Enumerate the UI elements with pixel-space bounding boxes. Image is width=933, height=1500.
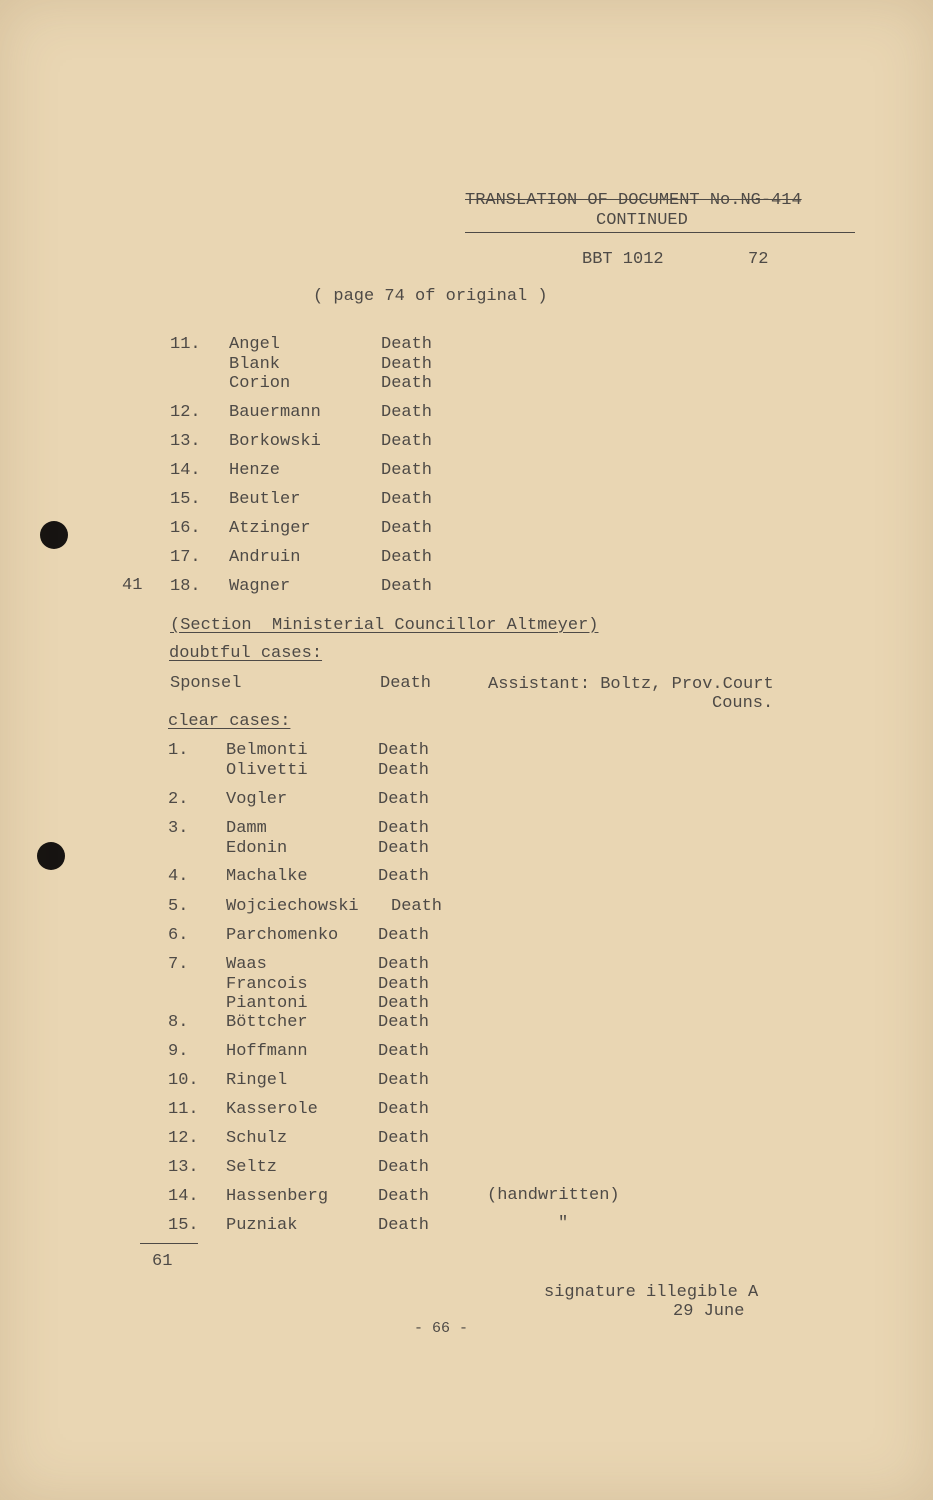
case-number: 11.: [170, 335, 201, 354]
sentence-result: Death: [378, 790, 430, 809]
sentence-result: Death: [378, 1216, 430, 1235]
sentence-result: Death: [381, 461, 433, 480]
sentence-result: Death: [378, 1100, 430, 1119]
page-marker: - 66 -: [414, 1320, 469, 1337]
signature-date: 29 June: [673, 1302, 745, 1321]
doubtful-case-result: Death: [380, 674, 432, 693]
defendant-name: Hoffmann: [226, 1042, 308, 1061]
handwritten-note: (handwritten): [487, 1186, 620, 1205]
defendant-name: Vogler: [226, 790, 288, 809]
sentence-result: Death: [378, 741, 430, 760]
punch-hole-top: [40, 521, 68, 549]
defendant-name: Bauermann: [229, 403, 321, 422]
case-number: 12.: [170, 403, 201, 422]
sentence-result: Death: [378, 1013, 430, 1032]
defendant-name: Andruin: [229, 548, 301, 567]
sentence-result: Death: [381, 548, 433, 567]
case-number: 2.: [168, 790, 189, 809]
case-number: 14.: [168, 1187, 199, 1206]
defendant-name: Damm: [226, 819, 267, 838]
section-heading: (Section Ministerial Councillor Altmeyer): [170, 616, 599, 635]
defendant-name: Henze: [229, 461, 281, 480]
original-page-note: ( page 74 of original ): [313, 287, 548, 306]
signature-note: signature illegible A: [544, 1283, 759, 1302]
defendant-name: Borkowski: [229, 432, 321, 451]
defendant-name: Kasserole: [226, 1100, 318, 1119]
defendant-name: Machalke: [226, 867, 308, 886]
sentence-result: Death: [378, 838, 430, 858]
total-count: 61: [152, 1252, 173, 1271]
ditto-mark: ": [558, 1214, 569, 1233]
sentence-result: Death: [381, 403, 433, 422]
case-number: 11.: [168, 1100, 199, 1119]
clear-cases-label: clear cases:: [168, 712, 291, 731]
sentence-result: Death: [378, 1042, 430, 1061]
case-number: 10.: [168, 1071, 199, 1090]
page-number: 72: [748, 250, 769, 269]
doubtful-case-name: Sponsel: [170, 674, 242, 693]
sentence-result: Death: [378, 974, 430, 994]
doubtful-cases-label: doubtful cases:: [169, 644, 323, 663]
defendant-name: Edonin: [226, 838, 288, 858]
document-ref: BBT 1012: [582, 250, 664, 269]
defendant-name: Blank: [229, 354, 281, 374]
sentence-result: Death: [378, 1129, 430, 1148]
defendant-name: Seltz: [226, 1158, 278, 1177]
sentence-result: Death: [378, 1158, 430, 1177]
case-number: 17.: [170, 548, 201, 567]
assistant-note-title: Couns.: [712, 694, 774, 713]
defendant-name: Piantoni: [226, 994, 308, 1013]
sentence-result: Death: [378, 819, 430, 838]
sentence-result: Death: [381, 519, 433, 538]
sentence-result: Death: [378, 1071, 430, 1090]
defendant-name: Angel: [229, 335, 281, 354]
sentence-result: Death: [378, 760, 430, 780]
document-title: TRANSLATION OF DOCUMENT No.NG-414: [465, 191, 802, 210]
case-number: 15.: [168, 1216, 199, 1235]
sentence-result: Death: [381, 354, 433, 374]
sentence-result: Death: [381, 490, 433, 509]
case-number: 14.: [170, 461, 201, 480]
defendant-name: Ringel: [226, 1071, 288, 1090]
case-number: 6.: [168, 926, 189, 945]
defendant-name: Wagner: [229, 577, 291, 596]
sentence-result: Death: [378, 1187, 430, 1206]
defendant-name: Atzinger: [229, 519, 311, 538]
document-continued: CONTINUED: [596, 211, 688, 230]
defendant-name: Wojciechowski: [226, 897, 359, 916]
case-number: 3.: [168, 819, 189, 838]
sentence-result: Death: [381, 577, 433, 596]
sentence-result: Death: [378, 867, 430, 886]
case-number: 18.: [170, 577, 201, 596]
defendant-name: Schulz: [226, 1129, 288, 1148]
defendant-name: Corion: [229, 374, 291, 393]
margin-number: 41: [122, 576, 143, 595]
defendant-name: Olivetti: [226, 760, 308, 780]
defendant-name: Waas: [226, 955, 267, 974]
defendant-name: Francois: [226, 974, 308, 994]
case-number: 5.: [168, 897, 189, 916]
sentence-result: Death: [381, 335, 433, 354]
sentence-result: Death: [381, 374, 433, 393]
defendant-name: Puzniak: [226, 1216, 298, 1235]
case-number: 1.: [168, 741, 189, 760]
case-number: 9.: [168, 1042, 189, 1061]
sentence-result: Death: [381, 432, 433, 451]
case-number: 4.: [168, 867, 189, 886]
defendant-name: Beutler: [229, 490, 301, 509]
case-number: 13.: [168, 1158, 199, 1177]
case-number: 15.: [170, 490, 201, 509]
sentence-result: Death: [378, 955, 430, 974]
total-rule: [140, 1243, 198, 1244]
case-number: 12.: [168, 1129, 199, 1148]
case-number: 7.: [168, 955, 189, 974]
defendant-name: Böttcher: [226, 1013, 308, 1032]
punch-hole-bottom: [37, 842, 65, 870]
defendant-name: Parchomenko: [226, 926, 339, 945]
assistant-note: Assistant: Boltz, Prov.Court: [488, 675, 774, 694]
defendant-name: Hassenberg: [226, 1187, 329, 1206]
header-rule: [465, 232, 855, 233]
case-number: 13.: [170, 432, 201, 451]
sentence-result: Death: [378, 994, 430, 1013]
sentence-result: Death: [391, 897, 443, 916]
case-number: 8.: [168, 1013, 189, 1032]
defendant-name: Belmonti: [226, 741, 308, 760]
case-number: 16.: [170, 519, 201, 538]
sentence-result: Death: [378, 926, 430, 945]
